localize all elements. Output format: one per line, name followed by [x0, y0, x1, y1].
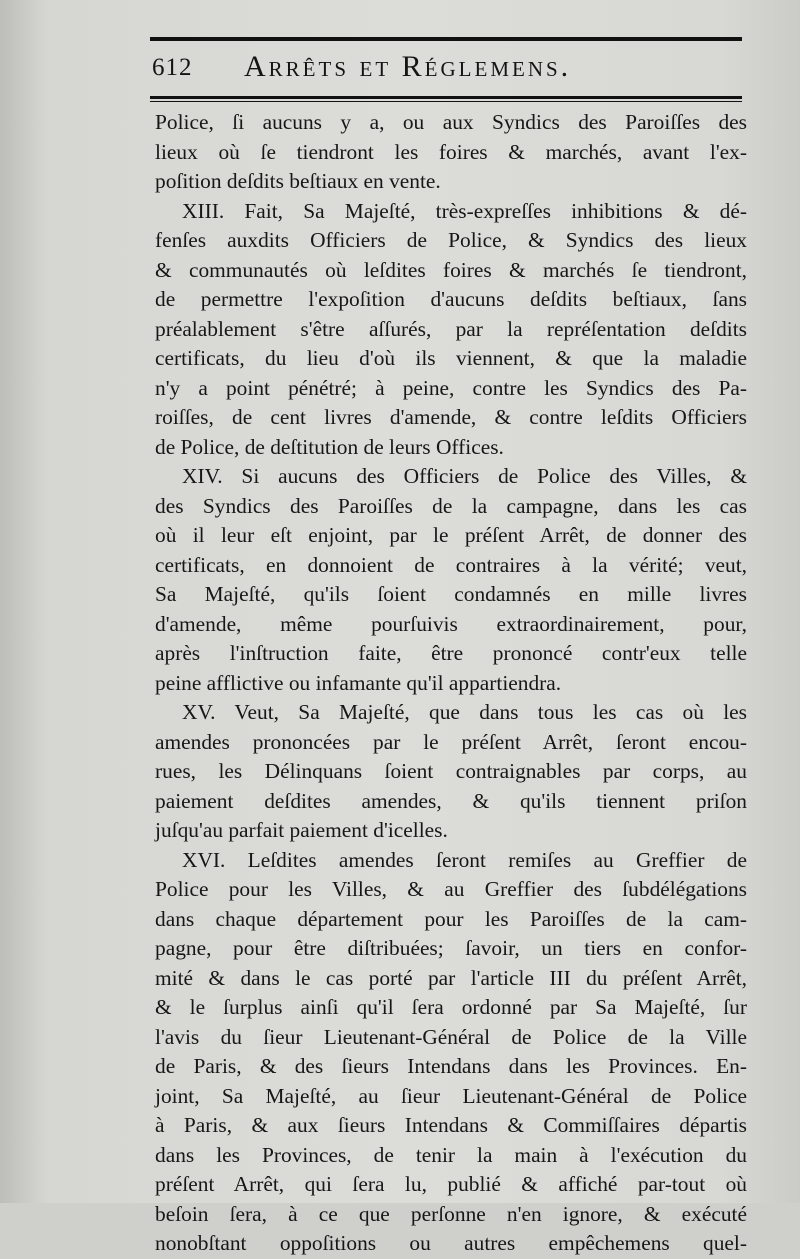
text-line: pagne, pour être diſtribuées; ſavoir, un tiers en confor- — [155, 936, 747, 960]
text-line: & le ſurplus ainſi qu'il ſera ordonné par Sa Majeſté, ſur — [155, 995, 747, 1019]
text-line: Police pour les Villes, & au Greffier des ſubdélégations — [155, 877, 747, 901]
header-rule-bottom — [150, 96, 742, 99]
text-line: l'avis du ſieur Lieutenant-Général de Police de la Ville — [155, 1024, 747, 1049]
text-line: XIII. Fait, Sa Majeſté, très-expreſſes inhibitions & dé- — [182, 198, 747, 223]
text-line: mité & dans le cas porté par l'article III du préſent Arrêt, — [155, 965, 747, 990]
page-header — [152, 50, 740, 90]
text-line: après l'inſtruction faite, être prononcé contr'eux telle — [155, 641, 747, 665]
text-line: lieux où ſe tiendront les foires & marchés, avant l'ex- — [155, 139, 747, 164]
text-line: de Police, de deſtitution de leurs Offices. — [155, 434, 504, 459]
text-line: XIV. Si aucuns des Officiers de Police des Villes, & — [182, 464, 747, 488]
page-number: 612 — [152, 54, 193, 81]
text-line: poſition deſdits beſtiaux en vente. — [155, 169, 441, 193]
text-line: de Paris, & des ſieurs Intendans dans les Provinces. En- — [155, 1054, 747, 1078]
text-line: & communautés où leſdites foires & marchés ſe tiendront, — [155, 257, 747, 282]
text-line: nonobſtant oppoſitions ou autres empêchemens quel- — [155, 1231, 747, 1255]
header-rule-top — [150, 37, 742, 41]
text-line: juſqu'au parfait paiement d'icelles. — [155, 818, 448, 842]
text-line: des Syndics des Paroiſſes de la campagne, dans les cas — [155, 493, 747, 518]
text-line: à Paris, & aux ſieurs Intendans & Commiſſaires départis — [155, 1113, 747, 1137]
text-line: certificats, en donnoient de contraires à la vérité; veut, — [155, 552, 747, 577]
text-line: joint, Sa Majeſté, au ſieur Lieutenant-Général de Police — [155, 1083, 747, 1108]
text-line: XV. Veut, Sa Majeſté, que dans tous les cas où les — [182, 700, 747, 724]
text-line: n'y a point pénétré; à peine, contre les Syndics des Pa- — [155, 375, 747, 400]
header-rule-bottom-thin — [150, 101, 742, 102]
text-line: dans les Provinces, de tenir la main à l'exécution du — [155, 1142, 747, 1167]
text-line: roiſſes, de cent livres d'amende, & contre leſdits Officiers — [155, 405, 747, 429]
text-line: dans chaque département pour les Paroiſſes de la cam- — [155, 906, 747, 931]
text-line: rues, les Délinquans ſoient contraignables par corps, au — [155, 759, 747, 783]
text-line: de permettre l'expoſition d'aucuns deſdits beſtiaux, ſans — [155, 287, 747, 311]
text-line: d'amende, même pourſuivis extraordinairement, pour, — [155, 611, 747, 636]
text-line: fenſes auxdits Officiers de Police, & Syndics des lieux — [155, 228, 747, 252]
text-line: paiement deſdites amendes, & qu'ils tiennent priſon — [155, 788, 747, 813]
running-head: Arrêts et Réglemens. — [244, 50, 572, 83]
text-line: amendes prononcées par le préſent Arrêt, ſeront encou- — [155, 729, 747, 754]
text-line: préſent Arrêt, qui ſera lu, publié & affiché par-tout où — [155, 1172, 747, 1196]
text-line: XVI. Leſdites amendes ſeront remiſes au Greffier de — [182, 847, 747, 872]
text-line: beſoin ſera, à ce que perſonne n'en ignore, & exécuté — [155, 1201, 747, 1226]
text-line: où il leur eſt enjoint, par le préſent Arrêt, de donner des — [155, 523, 747, 547]
text-line: Police, ſi aucuns y a, ou aux Syndics des Paroiſſes des — [155, 110, 747, 134]
text-line: certificats, du lieu d'où ils viennent, & que la maladie — [155, 346, 747, 370]
body-text — [155, 108, 747, 1259]
text-line: Sa Majeſté, qu'ils ſoient condamnés en mille livres — [155, 582, 747, 606]
text-line: peine afflictive ou infamante qu'il appartiendra. — [155, 670, 562, 695]
text-line: préalablement s'être aſſurés, par la repréſentation deſdits — [155, 316, 747, 341]
